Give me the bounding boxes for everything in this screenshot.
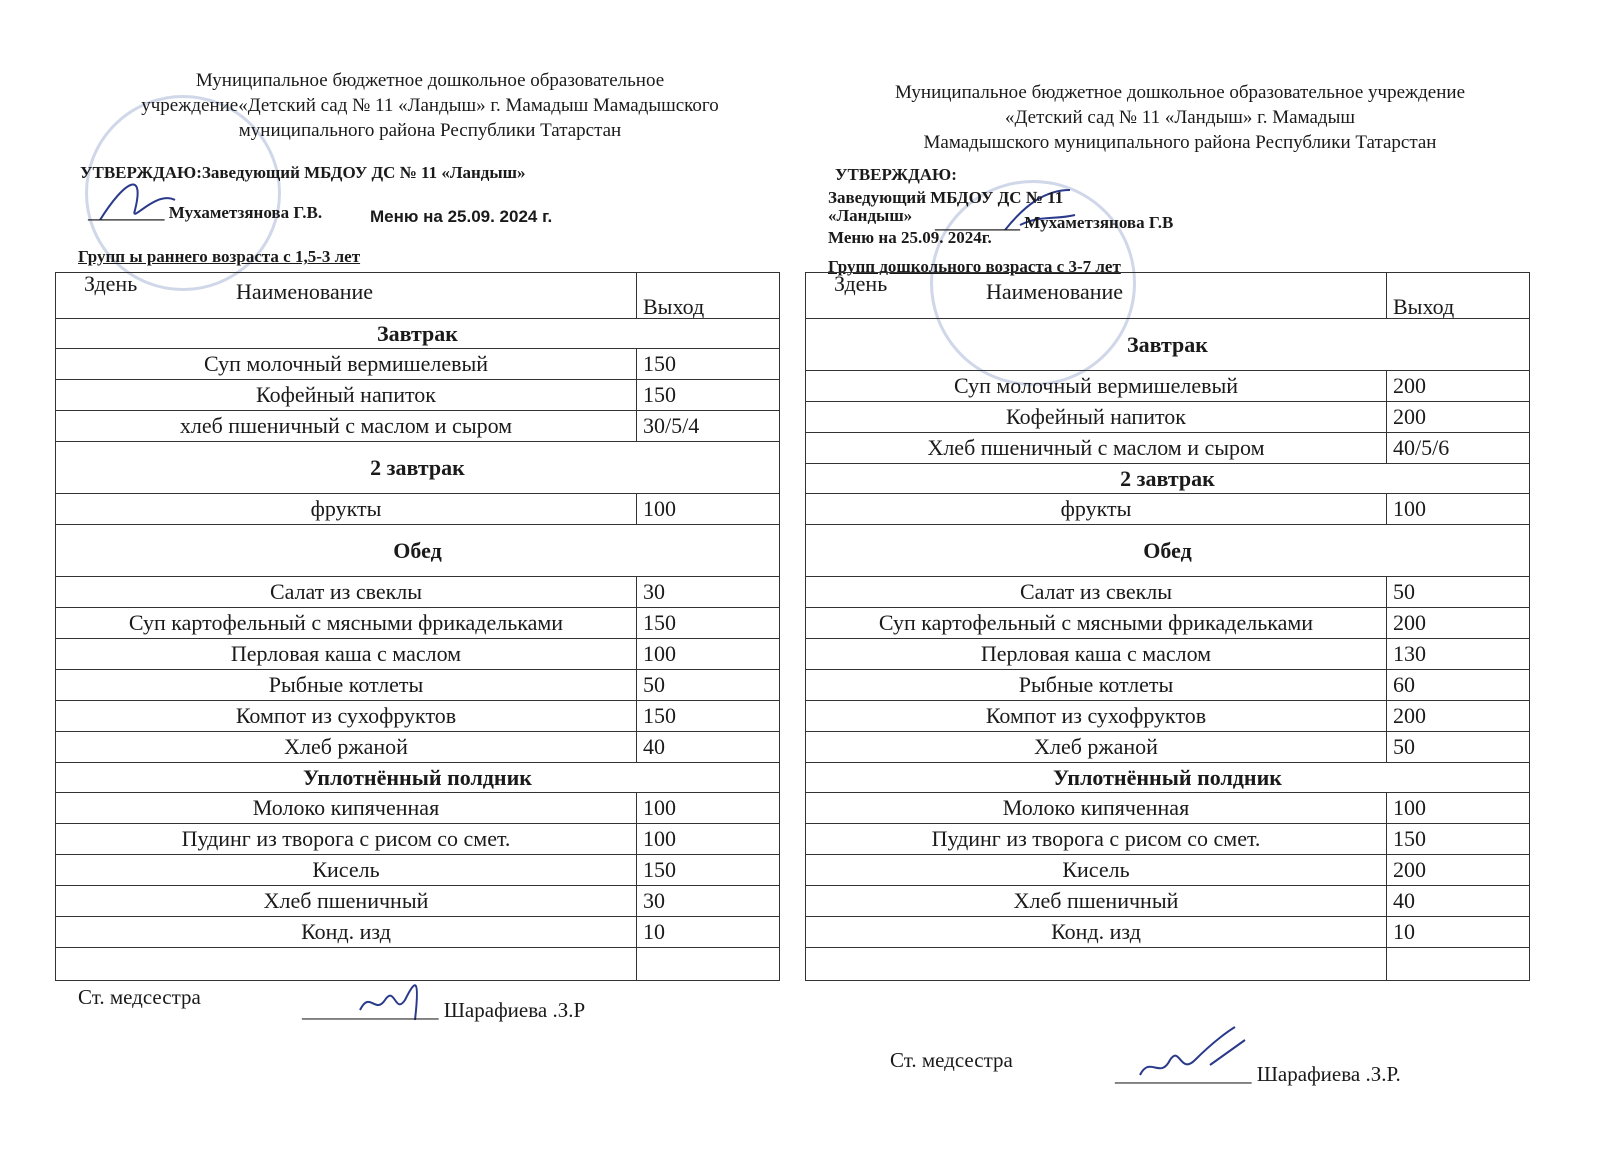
left-group: Групп ы раннего возраста с 1,5-3 лет — [78, 247, 361, 266]
right-director: __________ Мухаметзянова Г.В — [935, 213, 1174, 232]
table-row — [806, 824, 1530, 855]
table-header-row — [806, 273, 1530, 319]
table-row — [56, 639, 780, 670]
dish-name: Компот из сухофруктов — [56, 701, 637, 732]
dish-output: 30/5/4 — [637, 411, 780, 442]
right-approve-org: «Ландыш» — [828, 206, 913, 225]
dish-name: Хлеб пшеничный — [56, 886, 637, 917]
left-menu-date: Меню на 25.09. 2024 г. — [370, 207, 553, 226]
table-row — [806, 793, 1530, 824]
dish-output: 200 — [1387, 371, 1530, 402]
dish-output: 150 — [637, 608, 780, 639]
dish-name: Рыбные котлеты — [806, 670, 1387, 701]
dish-name: Кисель — [56, 855, 637, 886]
table-row — [56, 380, 780, 411]
table-row — [56, 577, 780, 608]
dish-output: 40 — [637, 732, 780, 763]
dish-name: Компот из сухофруктов — [806, 701, 1387, 732]
table-row — [56, 855, 780, 886]
table-row — [806, 917, 1530, 948]
dish-output: 150 — [637, 380, 780, 411]
section-row — [806, 525, 1530, 577]
section-title: 2 завтрак — [56, 442, 780, 494]
dish-output: 50 — [1387, 732, 1530, 763]
dish-output: 50 — [637, 670, 780, 701]
section-title: Завтрак — [56, 319, 780, 349]
dish-output: 40/5/6 — [1387, 433, 1530, 464]
right-nurse-name: _____________ Шарафиева .З.Р. — [1115, 1062, 1401, 1086]
section-title: 2 завтрак — [806, 464, 1530, 494]
dish-name: Суп картофельный с мясными фрикадельками — [806, 608, 1387, 639]
left-approve: УТВЕРЖДАЮ:Заведующий МБДОУ ДС № 11 «Ландыш» — [80, 163, 526, 182]
column-header-day: Здень — [84, 271, 138, 296]
table-row — [56, 349, 780, 380]
dish-output: 100 — [637, 793, 780, 824]
section-row — [806, 319, 1530, 371]
dish-name: Молоко кипяченная — [56, 793, 637, 824]
org-line: «Детский сад № 11 «Ландыш» г. Мамадыш — [1004, 107, 1355, 128]
table-row — [56, 670, 780, 701]
org-line: Мамадышского муниципального района Республики Татарстан — [923, 132, 1437, 153]
dish-name: Хлеб пшеничный с маслом и сыром — [806, 433, 1387, 464]
table-row — [806, 371, 1530, 402]
section-row — [56, 319, 780, 349]
column-header-output: Выход — [1387, 273, 1530, 319]
dish-name: Конд. изд — [806, 917, 1387, 948]
dish-name: хлеб пшеничный с маслом и сыром — [56, 411, 637, 442]
org-line: муниципального района Республики Татарстан — [238, 120, 622, 141]
dish-name — [806, 948, 1387, 981]
dish-output: 150 — [1387, 824, 1530, 855]
dish-output: 100 — [637, 639, 780, 670]
org-line: учреждение«Детский сад № 11 «Ландыш» г. Мамадыш Мамадышского — [141, 95, 719, 116]
dish-name: Кофейный напиток — [806, 402, 1387, 433]
dish-output: 200 — [1387, 402, 1530, 433]
table-row — [806, 670, 1530, 701]
table-row — [806, 402, 1530, 433]
dish-name: Суп молочный вермишелевый — [806, 371, 1387, 402]
column-header-output: Выход — [637, 273, 780, 319]
dish-output: 100 — [1387, 494, 1530, 525]
dish-output: 100 — [1387, 793, 1530, 824]
table-row — [56, 411, 780, 442]
table-row — [56, 917, 780, 948]
table-row — [56, 732, 780, 763]
dish-name: фрукты — [56, 494, 637, 525]
dish-output: 10 — [637, 917, 780, 948]
dish-output: 150 — [637, 855, 780, 886]
table-row — [806, 639, 1530, 670]
section-row — [56, 442, 780, 494]
left-director: _________ Мухаметзянова Г.В. — [88, 203, 323, 222]
dish-output: 150 — [637, 349, 780, 380]
right-nurse-label: Ст. медсестра — [890, 1048, 1013, 1072]
section-row — [56, 525, 780, 577]
org-line: Муниципальное бюджетное дошкольное образовательное учреждение — [895, 82, 1465, 103]
org-line: Муниципальное бюджетное дошкольное образовательное — [195, 70, 665, 91]
table-row — [56, 608, 780, 639]
table-row — [806, 433, 1530, 464]
dish-name: Пудинг из творога с рисом со смет. — [806, 824, 1387, 855]
column-header-name: Наименование — [236, 279, 374, 304]
dish-name: Пудинг из творога с рисом со смет. — [56, 824, 637, 855]
column-header-name: Наименование — [986, 279, 1124, 304]
dish-name: Молоко кипяченная — [806, 793, 1387, 824]
dish-output: 50 — [1387, 577, 1530, 608]
dish-name: Хлеб ржаной — [56, 732, 637, 763]
dish-name — [56, 948, 637, 981]
dish-output: 30 — [637, 886, 780, 917]
column-header-day: Здень — [834, 271, 888, 296]
section-row — [806, 763, 1530, 793]
section-title: Обед — [806, 525, 1530, 577]
table-row — [56, 701, 780, 732]
menu-table-preschool — [805, 272, 1530, 981]
dish-output: 200 — [1387, 855, 1530, 886]
dish-name: Суп молочный вермишелевый — [56, 349, 637, 380]
table-row — [56, 494, 780, 525]
section-title: Уплотнённый полдник — [56, 763, 780, 793]
right-approve: УТВЕРЖДАЮ: — [835, 165, 957, 184]
left-nurse-name: _____________ Шарафиева .З.Р — [302, 998, 586, 1022]
section-title: Завтрак — [806, 319, 1530, 371]
dish-output — [637, 948, 780, 981]
dish-name: фрукты — [806, 494, 1387, 525]
table-row — [806, 494, 1530, 525]
dish-output: 150 — [637, 701, 780, 732]
dish-output: 60 — [1387, 670, 1530, 701]
dish-name: Суп картофельный с мясными фрикадельками — [56, 608, 637, 639]
dish-name: Кофейный напиток — [56, 380, 637, 411]
dish-output: 200 — [1387, 701, 1530, 732]
dish-output: 10 — [1387, 917, 1530, 948]
empty-row — [806, 948, 1530, 981]
table-row — [806, 855, 1530, 886]
dish-name: Перловая каша с маслом — [56, 639, 637, 670]
table-row — [56, 886, 780, 917]
dish-output: 40 — [1387, 886, 1530, 917]
dish-name: Конд. изд — [56, 917, 637, 948]
right-org-name — [850, 80, 1510, 155]
section-title: Уплотнённый полдник — [806, 763, 1530, 793]
dish-name: Хлеб пшеничный — [806, 886, 1387, 917]
table-row — [806, 577, 1530, 608]
section-row — [56, 763, 780, 793]
table-row — [806, 732, 1530, 763]
dish-name: Хлеб ржаной — [806, 732, 1387, 763]
dish-name: Кисель — [806, 855, 1387, 886]
table-row — [56, 793, 780, 824]
dish-name: Салат из свеклы — [806, 577, 1387, 608]
right-approve-position: Заведующий МБДОУ ДС № 11 — [828, 188, 1064, 207]
menu-table-early-age — [55, 272, 780, 981]
right-menu-date: Меню на 25.09. 2024г. — [828, 228, 992, 247]
dish-output: 100 — [637, 824, 780, 855]
dish-output: 130 — [1387, 639, 1530, 670]
dish-output: 200 — [1387, 608, 1530, 639]
dish-name: Салат из свеклы — [56, 577, 637, 608]
dish-output — [1387, 948, 1530, 981]
left-org-name — [100, 68, 760, 143]
empty-row — [56, 948, 780, 981]
dish-name: Перловая каша с маслом — [806, 639, 1387, 670]
dish-output: 30 — [637, 577, 780, 608]
dish-output: 100 — [637, 494, 780, 525]
section-title: Обед — [56, 525, 780, 577]
left-nurse-label: Ст. медсестра — [78, 985, 201, 1009]
section-row — [806, 464, 1530, 494]
table-row — [56, 824, 780, 855]
table-row — [806, 701, 1530, 732]
table-row — [806, 886, 1530, 917]
table-row — [806, 608, 1530, 639]
right-group: Групп дошкольного возраста с 3-7 лет — [828, 257, 1121, 276]
dish-name: Рыбные котлеты — [56, 670, 637, 701]
table-header-row — [56, 273, 780, 319]
